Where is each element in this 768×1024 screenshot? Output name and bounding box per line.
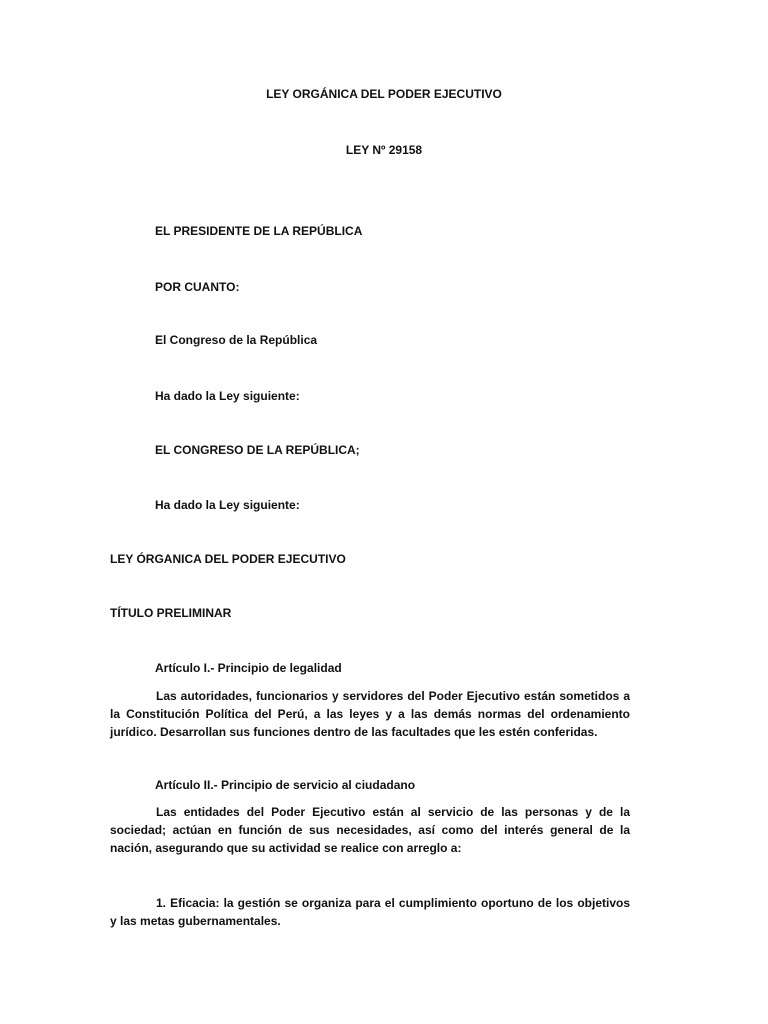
article-2-text: Las entidades del Poder Ejecutivo están al servicio de las personas y de la sociedad; actúan en función de sus necesidades, así como del interés general de la nación, asegurando que su actividad se realice con arreglo a: [110,805,630,855]
congress-line: El Congreso de la República [155,333,318,347]
ha-dado-line-2: Ha dado la Ley siguiente: [155,498,300,512]
por-cuanto-line: POR CUANTO: [155,280,240,294]
ha-dado-line-1: Ha dado la Ley siguiente: [155,389,300,403]
congress-upper-line: EL CONGRESO DE LA REPÚBLICA; [155,443,360,457]
president-line: EL PRESIDENTE DE LA REPÚBLICA [155,224,363,238]
article-1-heading: Artículo I.- Principio de legalidad [155,661,342,675]
item-1-text: 1. Eficacia: la gestión se organiza para el cumplimiento oportuno de los objetivos y las metas gubernamentales. [110,896,630,928]
document-title: LEY ORGÁNICA DEL PODER EJECUTIVO [266,87,502,101]
article-2-heading: Artículo II.- Principio de servicio al ciudadano [155,778,416,792]
titulo-preliminar: TÍTULO PRELIMINAR [110,606,232,620]
article-1-text: Las autoridades, funcionarios y servidores del Poder Ejecutivo están sometidos a la Constitución Política del Perú, a las leyes y a las demás normas del ordenamiento jurídico. Desarrollan sus funciones dentro de las facultades que les estén conferidas. [110,689,630,739]
law-title-2: LEY ÓRGANICA DEL PODER EJECUTIVO [110,552,346,566]
law-number: LEY Nº 29158 [345,143,423,157]
